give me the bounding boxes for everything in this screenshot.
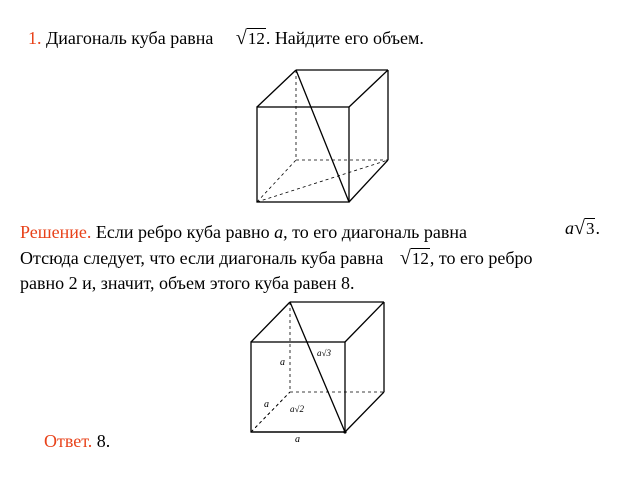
solution-label: Решение. (20, 222, 92, 242)
formula-end: . (595, 218, 600, 238)
line2-root: 12 (411, 249, 429, 268)
label-edge-left: a (264, 399, 269, 410)
solution-text-1b: , то его диагональ равна (283, 222, 468, 242)
answer (44, 431, 110, 451)
var-a: a (274, 222, 284, 242)
solution-line-3: равно 2 и, значит, объем этого куба равен 8. (20, 273, 355, 293)
answer-value: 8. (96, 431, 111, 451)
label-face-diag: a√2 (290, 404, 304, 414)
solution-text-2a: Отсюда следует, что если диагональ куба равна (20, 248, 384, 268)
formula-a-sqrt3 (565, 218, 600, 239)
solution-line-2 (20, 248, 533, 269)
answer-label: Ответ. (44, 431, 93, 451)
label-edge-bottom: a (295, 434, 300, 445)
problem-text-after: . Найдите его объем. (265, 28, 424, 48)
solution-text-2b: , то его ребро (429, 248, 533, 268)
label-diag: a√3 (317, 348, 331, 358)
sqrt-3: √3 (574, 217, 595, 239)
formula-root: 3 (585, 219, 595, 238)
formula-coef: a (565, 218, 574, 238)
sqrt-12: √12 (235, 27, 265, 49)
sqrt-12-line2: √12 (399, 247, 429, 269)
problem-text-before: Диагональ куба равна (46, 28, 214, 48)
solution-line-1 (20, 222, 467, 242)
solution-text-1a: Если ребро куба равно (95, 222, 270, 242)
problem-number: 1. (28, 28, 42, 48)
diag-value: 12 (247, 29, 265, 48)
label-edge-vertical: a (280, 357, 285, 368)
